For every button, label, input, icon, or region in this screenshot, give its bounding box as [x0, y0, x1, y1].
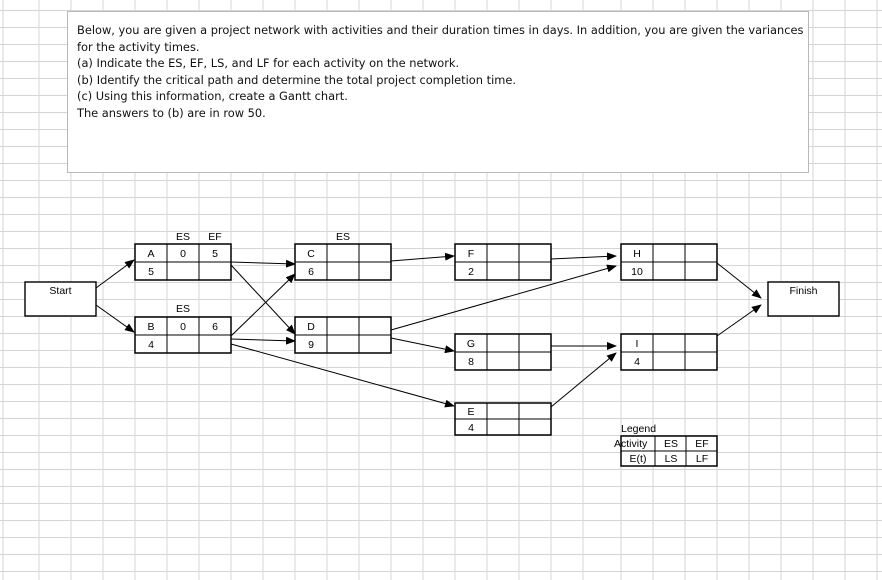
legend-activity: Activity	[614, 438, 648, 450]
activity-b-ef: 6	[212, 321, 218, 333]
activity-a-time: 5	[148, 266, 154, 278]
legend-lf: LF	[695, 453, 709, 465]
instructions-part-b: (b) Identify the critical path and determine the total project completion time.	[77, 72, 516, 87]
activity-a-es: 0	[180, 248, 186, 260]
instructions-part-c: (c) Using this information, create a Gantt chart.	[77, 89, 348, 104]
finish-label: Finish	[789, 285, 818, 297]
header-es-c: ES	[335, 231, 351, 243]
arrow-start-to-b	[96, 305, 134, 332]
arrow-h-to-finish	[717, 263, 761, 298]
activity-g-name: G	[466, 338, 476, 350]
activity-d-name: D	[307, 321, 315, 333]
header-es-a: ES	[175, 231, 191, 243]
activity-f-name: F	[467, 248, 475, 260]
header-es-b: ES	[175, 303, 191, 315]
activity-a-ef: 5	[212, 248, 218, 260]
legend-ef: EF	[695, 438, 709, 450]
start-label: Start	[49, 285, 72, 297]
finish-node	[768, 282, 839, 316]
arrow-b-to-d	[231, 339, 295, 341]
activity-b-es: 0	[180, 321, 186, 333]
activity-b-name: B	[147, 321, 155, 333]
legend-et: E(t)	[629, 453, 647, 465]
activity-g-time: 8	[468, 356, 474, 368]
arrow-d-to-g	[391, 338, 454, 351]
activity-c-time: 6	[308, 266, 314, 278]
activity-e-time: 4	[468, 422, 474, 434]
arrow-e-to-i	[551, 353, 616, 407]
legend-ls: LS	[664, 453, 678, 465]
activity-a-name: A	[147, 248, 155, 260]
arrow-a-to-c	[231, 262, 295, 264]
arrow-i-to-finish	[717, 305, 761, 336]
arrow-c-to-f	[391, 256, 454, 261]
activity-i-name: I	[635, 338, 639, 350]
instructions-answers-note: The answers to (b) are in row 50.	[77, 105, 266, 120]
activity-i-time: 4	[634, 356, 640, 368]
instructions-part-a: (a) Indicate the ES, EF, LS, and LF for each activity on the network.	[77, 56, 460, 71]
legend-es: ES	[663, 438, 679, 450]
start-node	[25, 282, 96, 316]
activity-f-time: 2	[468, 266, 474, 278]
activity-e-name: E	[467, 406, 475, 418]
activity-h-time: 10	[631, 266, 643, 278]
arrow-start-to-a	[96, 260, 134, 288]
activity-d-time: 9	[308, 339, 314, 351]
activity-b-time: 4	[148, 339, 154, 351]
arrow-a-to-d	[231, 265, 295, 334]
activity-h-name: H	[633, 248, 641, 260]
legend-title: Legend	[621, 423, 657, 435]
arrow-b-to-c	[231, 274, 295, 336]
activity-c-name: C	[307, 248, 315, 260]
header-ef-a: EF	[208, 231, 222, 243]
instructions-line-2: for the activity times.	[77, 39, 200, 54]
instructions-line-1: Below, you are given a project network with activities and their duration times in days. In addition, you are given the variances	[77, 23, 804, 37]
arrow-f-to-h	[551, 256, 616, 259]
